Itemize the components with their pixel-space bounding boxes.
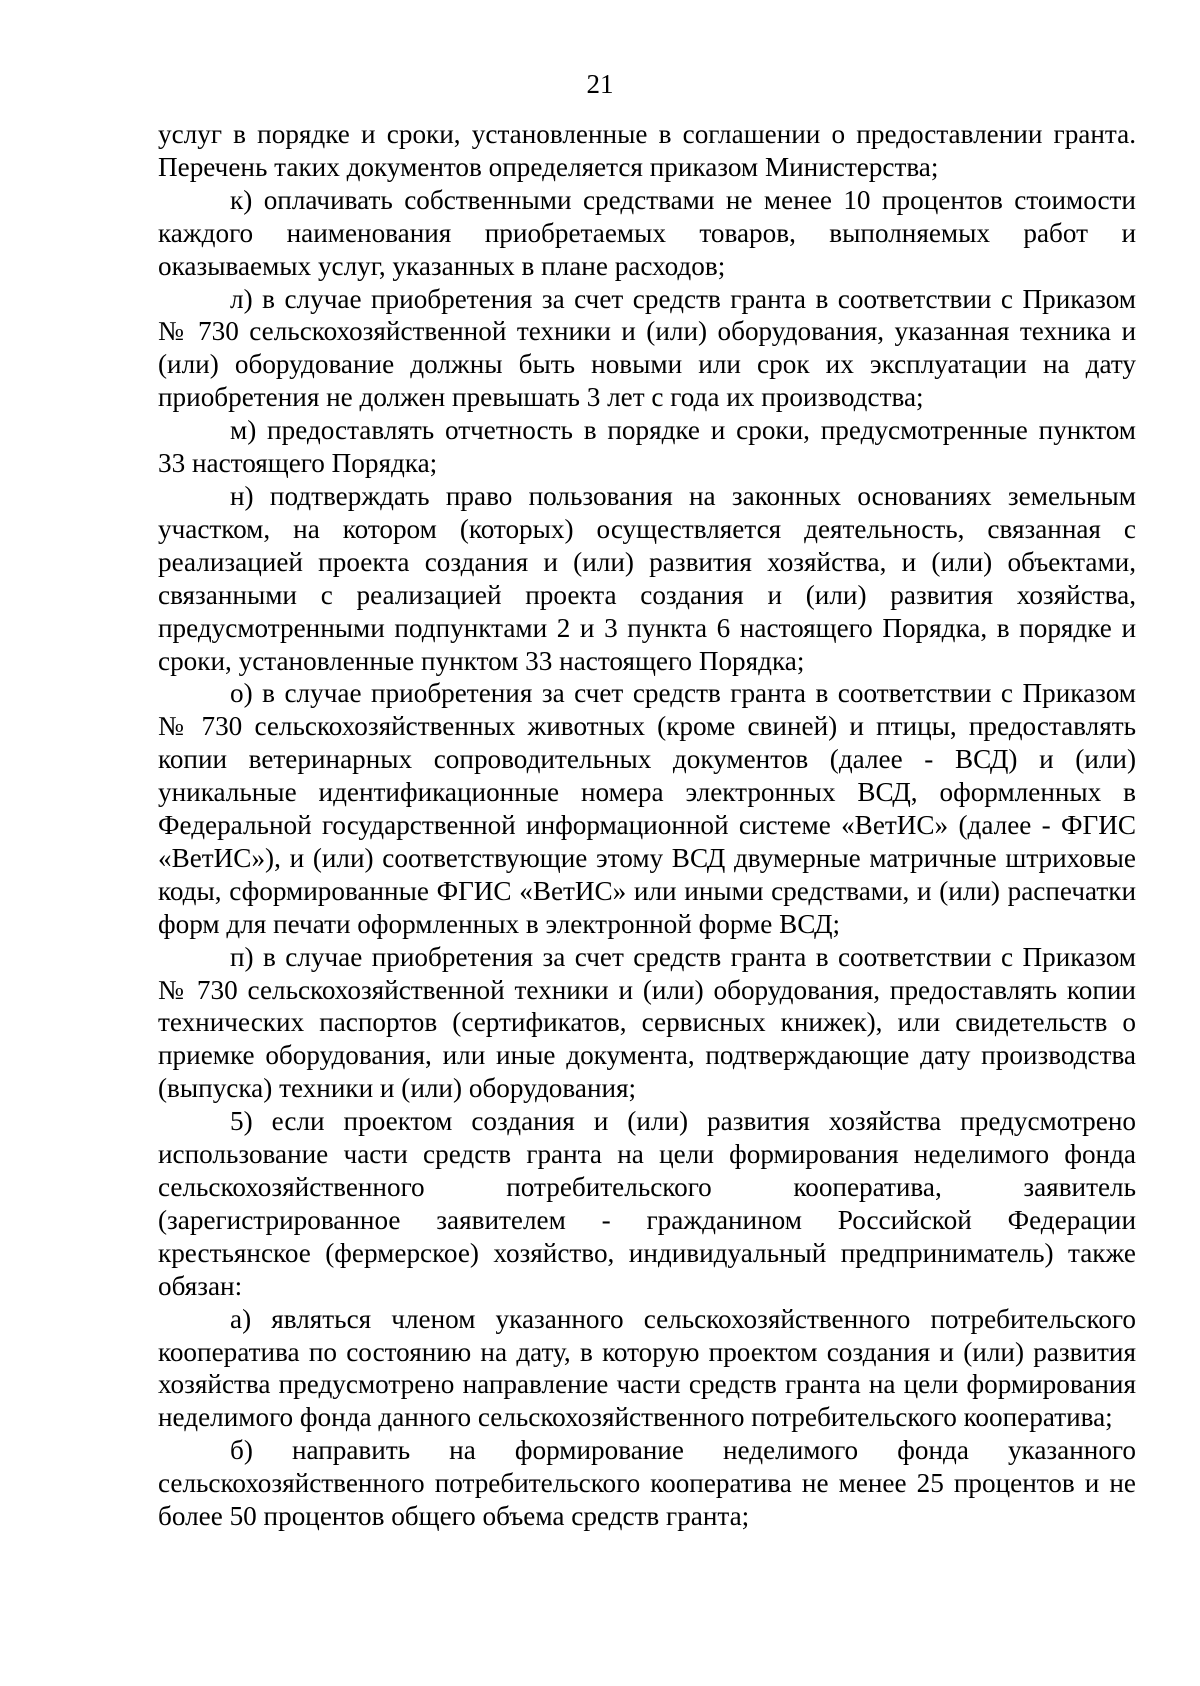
paragraph-item-5: 5) если проектом создания и (или) развития хозяйства предусмотрено использование части средств гранта на цели формирования неделимого фонда сельскохозяйственного потребительского кооператива, заявитель (зарегистрированное заявителем - гражданином Российской Федерации крестьянское (фермерское) хозяйство, индивидуальный предприниматель) также обязан: xyxy=(158,1106,1136,1301)
paragraph-item-k: к) оплачивать собственными средствами не менее 10 процентов стоимости каждого наименования приобретаемых товаров, выполняемых работ и оказываемых услуг, указанных в плане расходов; xyxy=(158,184,1136,281)
paragraph-item-p: п) в случае приобретения за счет средств гранта в соответствии с Приказом № 730 сельскохозяйственной техники и (или) оборудования, предоставлять копии технических паспортов (сертификатов, сервисных книжек), или свидетельств о приемке оборудования, или иные документа, подтверждающие дату производства (выпуска) техники и (или) оборудования; xyxy=(158,941,1136,1104)
paragraph-item-o: о) в случае приобретения за счет средств гранта в соответствии с Приказом № 730 сельскохозяйственных животных (кроме свиней) и птицы, предоставлять копии ветеринарных сопроводительных документов (далее - ВСД) и (или) уникальные идентификационные номера электронных ВСД, оформленных в Федеральной государственной информационной системе «ВетИС» (далее - ФГИС «ВетИС»), и (или) соответствующие этому ВСД двумерные матричные штриховые коды, сформированные ФГИС «ВетИС» или иными средствами, и (или) распечатки форм для печати оформленных в электронной форме ВСД; xyxy=(158,678,1136,939)
paragraph-continuation: услуг в порядке и сроки, установленные в соглашении о предоставлении гранта. Перечень таких документов определяется приказом Министерства; xyxy=(158,119,1136,182)
paragraph-item-n: н) подтверждать право пользования на законных основаниях земельным участком, на котором (которых) осуществляется деятельность, связанная с реализацией проекта создания и (или) развития хозяйства, и (или) объектами, связанными с реализацией проекта создания и (или) развития хозяйства, предусмотренными подпунктами 2 и 3 пункта 6 настоящего Порядка, в порядке и сроки, установленные пунктом 33 настоящего Порядка; xyxy=(158,480,1136,676)
paragraph-item-l: л) в случае приобретения за счет средств гранта в соответствии с Приказом № 730 сельскохозяйственной техники и (или) оборудования, указанная техника и (или) оборудование должны быть новыми или срок их эксплуатации на дату приобретения не должен превышать 3 лет с года их производства; xyxy=(158,283,1136,413)
paragraph-item-m: м) предоставлять отчетность в порядке и сроки, предусмотренные пунктом 33 настоящего Порядка; xyxy=(158,415,1136,479)
paragraph-item-a: а) являться членом указанного сельскохозяйственного потребительского кооператива по состоянию на дату, в которую проектом создания и (или) развития хозяйства предусмотрено направление части средств гранта на цели формирования неделимого фонда данного сельскохозяйственного потребительского кооператива; xyxy=(158,1303,1136,1433)
page-number: 21 xyxy=(586,69,614,99)
paragraph-item-b: б) направить на формирование неделимого фонда указанного сельскохозяйственного потребительского кооператива не менее 25 процентов и не более 50 процентов общего объема средств гранта; xyxy=(158,1435,1136,1532)
document-body xyxy=(158,118,1136,1533)
